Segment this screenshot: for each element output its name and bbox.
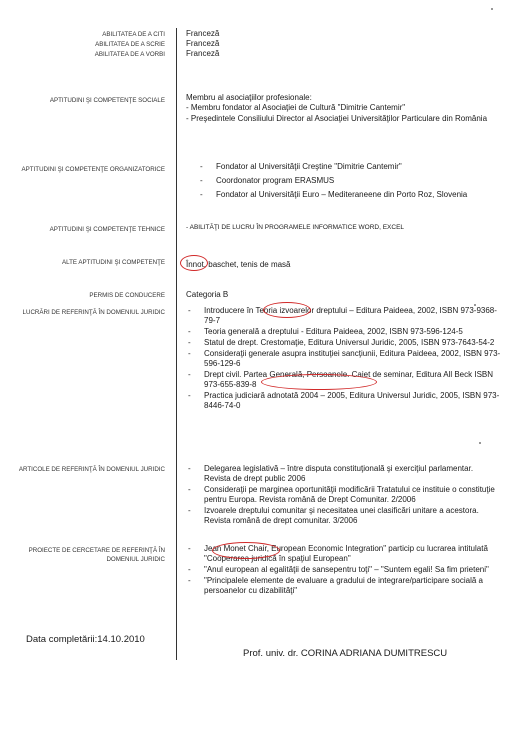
list-item: - Preşedintele Consiliului Director al Asociaţiei Universităţilor Particulare din România <box>186 114 488 123</box>
scan-speck <box>479 442 481 444</box>
list-item: - Izvoarele dreptului comunitar şi necesitatea unei clasificări unitare a acestora. Revista română de drept comunitar. 3/2006 <box>186 506 501 526</box>
driving-license-value: Categoria B <box>186 290 229 299</box>
list-item: - Fondator al Universităţii Creştine "Dimitrie Cantemir" <box>186 162 501 172</box>
list-item: - Drept civil. Partea Generală, Persoanele. Caiet de seminar, Editura All Beck ISBN 973-655-839-8 <box>186 370 501 390</box>
list-item: - Coordonator program ERASMUS <box>186 176 501 186</box>
list-item: - Membru fondator al Asociaţiei de Cultură "Dimitrie Cantemir" <box>186 103 406 112</box>
organizational-skills-label: APTITUDINI ŞI COMPETENŢE ORGANIZATORICE <box>21 166 165 173</box>
list-item: - Jean Monet Chair, European Economic Integration" particip cu lucrarea intitulată "Cooperarea juridică în spaţiul European" <box>186 544 501 564</box>
articles-list <box>186 464 501 526</box>
list-item: - Delegarea legislativă – între disputa constituţională şi exerciţiul parlamentar. Revista de drept public 2006 <box>186 464 501 484</box>
list-item: - Teoria generală a dreptului - Editura Paideea, 2002, ISBN 973-596-124-5 <box>186 327 501 337</box>
legal-works-list <box>186 306 501 411</box>
articles-content <box>186 464 501 527</box>
signature-name: Prof. univ. dr. CORINA ADRIANA DUMITRESCU <box>243 648 448 659</box>
social-skills-list <box>186 103 501 124</box>
research-projects-list <box>186 544 501 596</box>
organizational-skills-list <box>186 162 501 200</box>
list-item: - Practica judiciară adnotată 2004 – 2005, Editura Universul Juridic, 2005, ISBN 973-8446-74-0 <box>186 391 501 411</box>
column-divider <box>176 28 177 660</box>
speaking-skill-label: ABILITATEA DE A VORBI <box>94 51 165 58</box>
list-item: - Statul de drept. Crestomaţie, Editura Universul Juridic, 2005, ISBN 973-7643-54-2 <box>186 338 501 348</box>
scan-speck <box>491 8 493 10</box>
completion-date: Data completării:14.10.2010 <box>26 634 145 645</box>
list-item: - "Anul european al egalităţii de sansepentru toţi" – "Suntem egali! Sa fim prieteni" <box>186 565 501 575</box>
scan-speck <box>474 304 476 306</box>
writing-skill-label: ABILITATEA DE A SCRIE <box>95 41 165 48</box>
list-item: - "Principalele elemente de evaluare a gradului de integrare/participare socială a persoanelor cu dizabilităţi" <box>186 576 501 596</box>
legal-works-content <box>186 306 501 412</box>
other-skills-text: Înnot, baschet, tenis de masă <box>186 260 291 269</box>
speaking-skill-value: Franceză <box>186 49 220 58</box>
reading-skill-value: Franceză <box>186 29 220 38</box>
social-skills-intro: Membru al asociaţiilor profesionale: <box>186 93 312 102</box>
list-item: - Consideraţii pe marginea oportunităţii modificării Tratatului ce instituie o constituţie pentru Europa. Revista română de Drept Comunitar. 2/2006 <box>186 485 501 505</box>
social-skills-label: APTITUDINI ŞI COMPETENŢE SOCIALE <box>49 97 165 104</box>
technical-skills-label: APTITUDINI ŞI COMPETENŢE TEHNICE <box>49 226 165 233</box>
list-item: - Fondator al Universităţii Euro – Mediteraneene din Porto Roz, Slovenia <box>186 190 501 200</box>
language-values <box>186 29 501 59</box>
technical-skills-text: - ABILITĂŢI DE LUCRU ÎN PROGRAMELE INFORMATICE WORD, EXCEL <box>186 224 405 231</box>
other-skills-label: ALTE APTITUDINI ŞI COMPETENŢE <box>61 259 165 266</box>
research-projects-content <box>186 544 501 597</box>
social-skills-content <box>186 93 501 125</box>
list-item: - Introducere în Teoria izvoarelor dreptului – Editura Paideea, 2002, ISBN 973-9368-79-7 <box>186 306 501 326</box>
list-item: - Consideraţii generale asupra instituţiei sancţiunii, Editura Paideea, 2002, ISBN 973-596-129-6 <box>186 349 501 369</box>
organizational-skills-content <box>186 162 501 204</box>
reading-skill-label: ABILITATEA DE A CITI <box>102 31 165 38</box>
writing-skill-value: Franceză <box>186 39 220 48</box>
research-projects-label: PROIECTE DE CERCETARE DE REFERINŢĂ ÎN DOMENIUL JURIDIC <box>28 547 165 563</box>
articles-label: ARTICOLE DE REFERINŢĂ ÎN DOMENIUL JURIDIC <box>18 466 165 473</box>
driving-license-label: PERMIS DE CONDUCERE <box>89 292 165 299</box>
legal-works-label: LUCRĂRI DE REFERINŢĂ ÎN DOMENIUL JURIDIC <box>22 309 165 316</box>
